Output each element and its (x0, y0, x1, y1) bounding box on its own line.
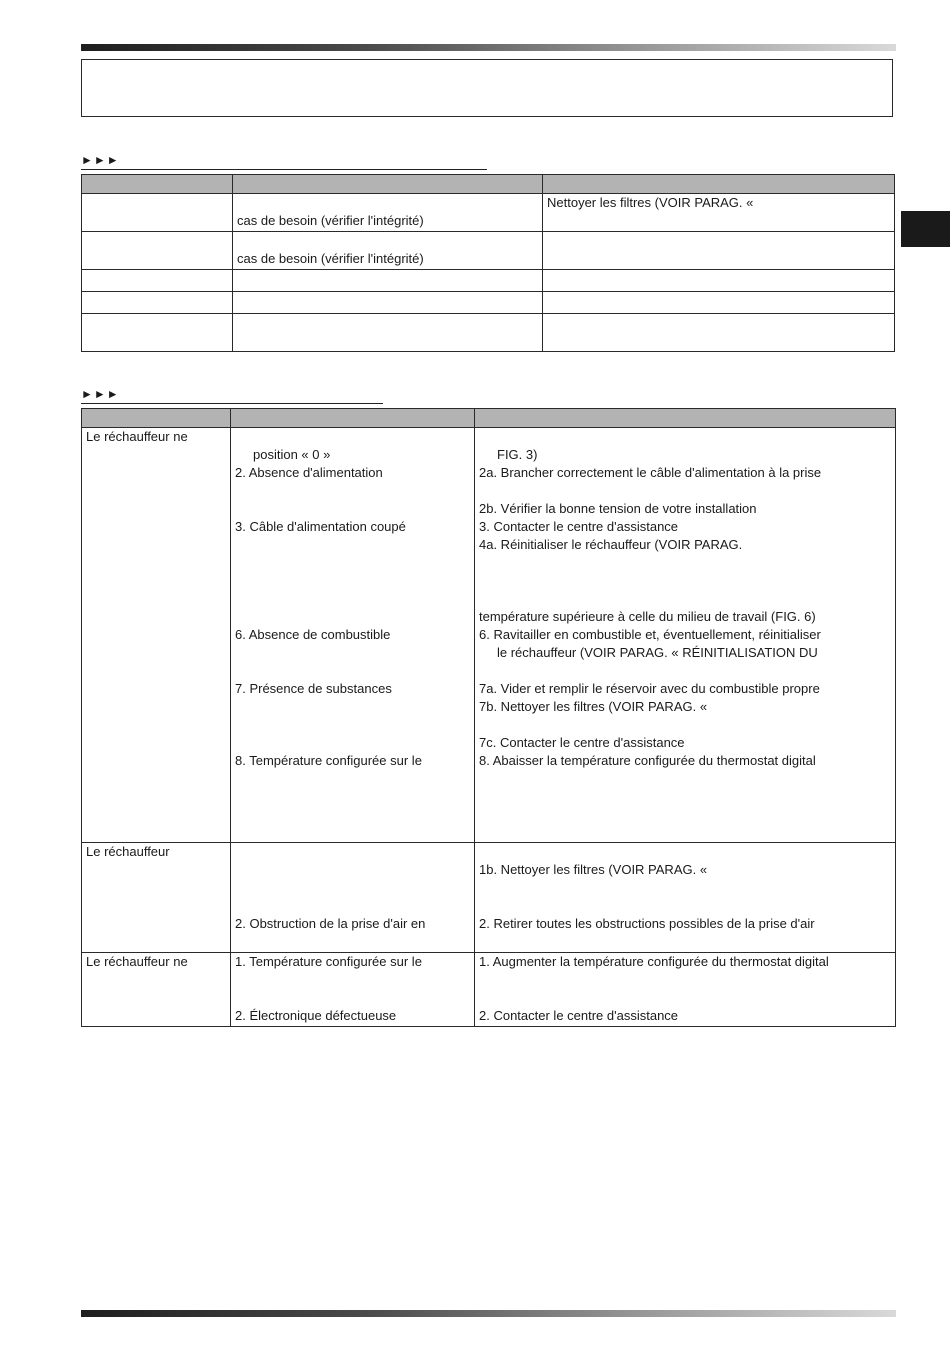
cell-text-line (235, 897, 474, 915)
cell-text-line (479, 554, 895, 572)
cell-text-line (235, 428, 474, 446)
table-cell (82, 232, 233, 270)
cell-text-line (235, 590, 474, 608)
cell-text-line (86, 464, 230, 482)
table-cell (82, 428, 231, 843)
column-header (231, 409, 475, 428)
cell-text-line (86, 989, 230, 1007)
cell-text-line (86, 933, 230, 951)
cell-text-line (479, 590, 895, 608)
language-tab-marker (901, 211, 950, 247)
cell-text-line (86, 554, 230, 572)
cell-text-line: température supérieure à celle du milieu de travail (FIG. 6) (479, 609, 816, 624)
cell-text-line (235, 572, 474, 590)
cell-text-line: 6. Ravitailler en combustible et, éventuellement, réinitialiser (479, 627, 821, 642)
cell-text-line: 2. Retirer toutes les obstructions possibles de la prise d'air (479, 916, 815, 931)
cell-text-line: FIG. 3) (497, 447, 538, 462)
cell-text-line (235, 662, 474, 680)
table-cell (233, 232, 543, 270)
cell-text-line (237, 314, 542, 332)
troubleshooting-table (81, 408, 896, 1027)
cell-text-line (86, 662, 230, 680)
cell-text-line (479, 482, 895, 500)
cell-text-line (479, 572, 895, 590)
table-row (82, 270, 895, 292)
cell-text-line (86, 861, 230, 879)
cell-text-line (235, 716, 474, 734)
cell-text-line (479, 788, 895, 806)
cell-text-line (547, 292, 894, 310)
cell-text-line (235, 644, 474, 662)
cell-text-line: Le réchauffeur ne (86, 429, 188, 444)
table-cell (475, 953, 896, 1027)
cell-text-line (547, 270, 894, 288)
table-row (82, 953, 896, 1027)
cell-text-line (86, 536, 230, 554)
cell-text-line: 3. Câble d'alimentation coupé (235, 519, 406, 534)
cell-text-line (235, 861, 474, 879)
cell-text-line (547, 232, 894, 250)
cell-text-line (235, 734, 474, 752)
cell-text-line (237, 232, 542, 250)
cell-text-line (479, 897, 895, 915)
table-row (82, 292, 895, 314)
cell-text-line: 3. Contacter le centre d'assistance (479, 519, 679, 534)
cell-text-line (86, 680, 230, 698)
cell-text-line: 7b. Nettoyer les filtres (VOIR PARAG. « (479, 699, 708, 714)
cell-text-line (86, 971, 230, 989)
cell-text-line (479, 824, 895, 842)
cell-text-line: 1b. Nettoyer les filtres (VOIR PARAG. « (479, 862, 708, 877)
maintenance-table (81, 174, 895, 352)
cell-text-line (235, 554, 474, 572)
cell-text-line: position « 0 » (253, 447, 331, 462)
cell-text-line (479, 716, 895, 734)
cell-text-line (479, 879, 895, 897)
cell-text-line (86, 897, 230, 915)
table-cell (231, 953, 475, 1027)
cell-text-line: cas de besoin (vérifier l'intégrité) (237, 213, 424, 228)
cell-text-line (235, 770, 474, 788)
top-decorative-bar (81, 44, 896, 51)
cell-text-line (235, 879, 474, 897)
cell-text-line (86, 270, 232, 288)
cell-text-line: Nettoyer les filtres (VOIR PARAG. « (547, 195, 754, 210)
table-cell (82, 843, 231, 953)
cell-text-line (235, 989, 474, 1007)
cell-text-line: cas de besoin (vérifier l'intégrité) (237, 251, 424, 266)
cell-text-line (86, 752, 230, 770)
table-cell (233, 194, 543, 232)
cell-text-line (235, 843, 474, 861)
table-cell (233, 314, 543, 352)
cell-text-line (86, 824, 230, 842)
cell-text-line (479, 933, 895, 951)
cell-text-line (86, 608, 230, 626)
table-cell (543, 270, 895, 292)
arrow-marker-icon: ►►► (81, 387, 120, 401)
cell-text-line (479, 989, 895, 1007)
table-cell (543, 314, 895, 352)
table-cell (543, 232, 895, 270)
cell-text-line: 7c. Contacter le centre d'assistance (479, 735, 685, 750)
table-row (82, 843, 896, 953)
cell-text-line (237, 194, 542, 212)
table-row (82, 314, 895, 352)
cell-text-line: 6. Absence de combustible (235, 627, 391, 642)
table-cell (82, 314, 233, 352)
table-cell (475, 843, 896, 953)
cell-text-line (86, 518, 230, 536)
cell-text-line (479, 428, 895, 446)
table-row (82, 232, 895, 270)
cell-text-line (547, 250, 894, 268)
cell-text-line (235, 698, 474, 716)
cell-text-line (235, 971, 474, 989)
table-cell (82, 270, 233, 292)
cell-text-line (235, 482, 474, 500)
table-cell (475, 428, 896, 843)
cell-text-line (237, 292, 542, 310)
cell-text-line (547, 212, 894, 230)
table-cell (233, 292, 543, 314)
cell-text-line (235, 536, 474, 554)
cell-text-line: 2b. Vérifier la bonne tension de votre installation (479, 501, 757, 516)
cell-text-line (86, 232, 232, 250)
table-row (82, 428, 896, 843)
cell-text-line: 2. Obstruction de la prise d'air en (235, 916, 426, 931)
cell-text-line (86, 292, 232, 310)
cell-text-line (86, 698, 230, 716)
cell-text-line: 1. Température configurée sur le (235, 954, 422, 969)
cell-text-line (86, 590, 230, 608)
cell-text-line (235, 608, 474, 626)
cell-text-line (86, 734, 230, 752)
cell-text-line (86, 626, 230, 644)
cell-text-line (479, 843, 895, 861)
table-cell (543, 194, 895, 232)
column-header (233, 175, 543, 194)
cell-text-line (86, 194, 232, 212)
cell-text-line (235, 788, 474, 806)
table-row (82, 194, 895, 232)
table-cell (231, 428, 475, 843)
cell-text-line: 2a. Brancher correctement le câble d'alimentation à la prise (479, 465, 822, 480)
cell-text-line: 8. Température configurée sur le (235, 753, 422, 768)
cell-text-line (479, 770, 895, 788)
cell-text-line: 1. Augmenter la température configurée du thermostat digital (479, 954, 829, 969)
page-title-box (81, 59, 893, 117)
cell-text-line (479, 971, 895, 989)
cell-text-line (86, 314, 232, 332)
cell-text-line (479, 806, 895, 824)
cell-text-line (237, 332, 542, 350)
cell-text-line: 2. Électronique défectueuse (235, 1008, 397, 1023)
cell-text-line (547, 332, 894, 350)
cell-text-line: 7a. Vider et remplir le réservoir avec du combustible propre (479, 681, 820, 696)
cell-text-line (547, 314, 894, 332)
table-cell (233, 270, 543, 292)
cell-text-line (235, 806, 474, 824)
cell-text-line: 4a. Réinitialiser le réchauffeur (VOIR PARAG. (479, 537, 743, 552)
table-cell (82, 953, 231, 1027)
cell-text-line: 2. Contacter le centre d'assistance (479, 1008, 679, 1023)
column-header (82, 175, 233, 194)
cell-text-line (86, 644, 230, 662)
column-header (475, 409, 896, 428)
cell-text-line (86, 770, 230, 788)
cell-text-line (86, 572, 230, 590)
cell-text-line: 8. Abaisser la température configurée du thermostat digital (479, 753, 816, 768)
cell-text-line (86, 446, 230, 464)
table-header-row (82, 409, 896, 428)
cell-text-line (86, 500, 230, 518)
cell-text-line (86, 915, 230, 933)
cell-text-line (86, 788, 230, 806)
cell-text-line (237, 270, 542, 288)
column-header (543, 175, 895, 194)
cell-text-line (86, 482, 230, 500)
cell-text-line: le réchauffeur (VOIR PARAG. « RÉINITIALISATION DU (497, 645, 818, 660)
cell-text-line (86, 806, 230, 824)
cell-text-line: 2. Absence d'alimentation (235, 465, 383, 480)
cell-text-line: Le réchauffeur ne (86, 954, 188, 969)
cell-text-line (235, 824, 474, 842)
column-header (82, 409, 231, 428)
table-header-row (82, 175, 895, 194)
cell-text-line (86, 716, 230, 734)
table-cell (82, 292, 233, 314)
cell-text-line (479, 662, 895, 680)
cell-text-line (235, 500, 474, 518)
bottom-decorative-bar (81, 1310, 896, 1317)
table-cell (82, 194, 233, 232)
cell-text-line: Le réchauffeur (86, 844, 170, 859)
section1-heading (81, 154, 487, 170)
cell-text-line (86, 1007, 230, 1025)
table-cell (231, 843, 475, 953)
cell-text-line: 7. Présence de substances (235, 681, 392, 696)
cell-text-line (86, 879, 230, 897)
table-cell (543, 292, 895, 314)
arrow-marker-icon: ►►► (81, 153, 120, 167)
cell-text-line (235, 933, 474, 951)
section2-heading (81, 388, 383, 404)
